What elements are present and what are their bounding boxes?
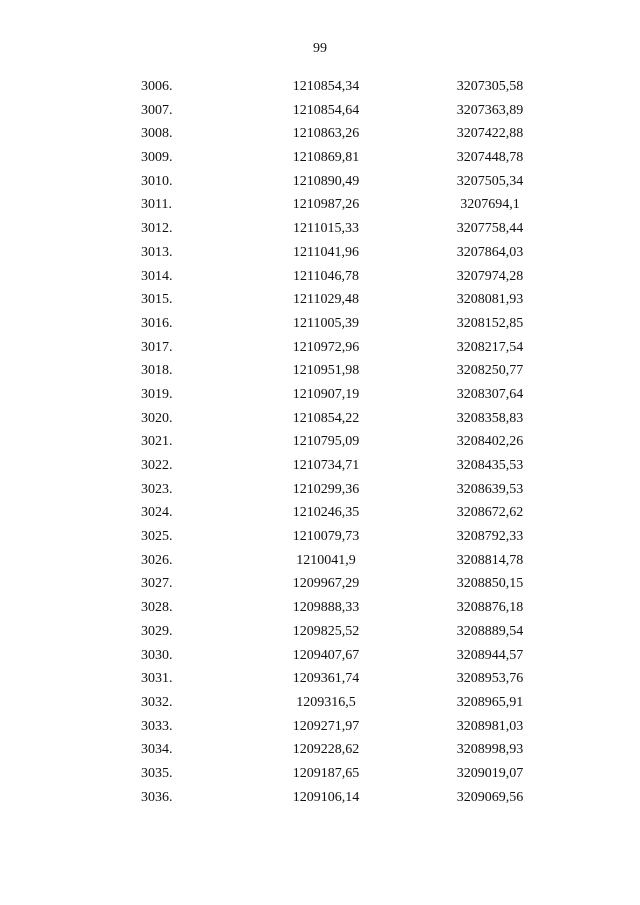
x-coordinate: 1211046,78 (293, 268, 359, 284)
point-number: 3033. (141, 718, 173, 734)
point-number: 3025. (141, 529, 173, 545)
table-row (0, 265, 640, 289)
y-coordinate: 3207363,89 (456, 102, 524, 118)
table-row (0, 572, 640, 596)
point-number: 3016. (141, 315, 173, 331)
table-row (0, 359, 640, 383)
page-number: 99 (313, 41, 327, 56)
point-number: 3013. (141, 244, 173, 260)
x-coordinate: 1209106,14 (292, 789, 360, 805)
table-row (0, 383, 640, 407)
table-row (0, 336, 640, 360)
x-coordinate: 1210246,35 (292, 505, 360, 521)
table-row (0, 596, 640, 620)
point-number: 3027. (141, 576, 173, 592)
point-number: 3012. (141, 221, 173, 237)
x-coordinate: 1211029,48 (293, 292, 359, 308)
y-coordinate: 3207305,58 (456, 79, 524, 94)
point-number: 3008. (141, 126, 173, 142)
y-coordinate: 3208850,15 (456, 576, 524, 592)
table-row (0, 644, 640, 668)
y-coordinate: 3207694,1 (460, 197, 520, 213)
x-coordinate: 1209825,52 (292, 623, 360, 639)
point-number: 3034. (141, 742, 173, 758)
point-number: 3036. (141, 789, 173, 805)
y-coordinate: 3208889,54 (456, 623, 524, 639)
table-row (0, 478, 640, 502)
point-number: 3024. (141, 505, 173, 521)
table-row (0, 75, 640, 99)
y-coordinate: 3208876,18 (456, 600, 524, 616)
y-coordinate: 3208250,77 (456, 363, 524, 379)
x-coordinate: 1209316,5 (296, 694, 356, 710)
table-row (0, 288, 640, 312)
y-coordinate: 3208217,54 (456, 339, 524, 355)
coordinate-table (0, 75, 640, 809)
table-row (0, 620, 640, 644)
point-number: 3009. (141, 150, 173, 166)
table-row (0, 193, 640, 217)
table-row (0, 122, 640, 146)
point-number: 3010. (141, 173, 173, 189)
y-coordinate: 3208814,78 (456, 552, 524, 568)
y-coordinate: 3208081,93 (456, 292, 524, 308)
point-number: 3022. (141, 458, 173, 473)
x-coordinate: 1210907,19 (292, 386, 360, 402)
y-coordinate: 3207974,28 (456, 268, 524, 284)
x-coordinate: 1210854,22 (292, 410, 360, 426)
x-coordinate: 1211015,33 (293, 221, 359, 237)
table-row (0, 99, 640, 123)
table-row (0, 501, 640, 525)
y-coordinate: 3208639,53 (456, 481, 524, 497)
x-coordinate: 1210299,36 (292, 481, 360, 497)
x-coordinate: 1210890,49 (292, 173, 360, 189)
table-row (0, 525, 640, 549)
table-row (0, 762, 640, 786)
table-row (0, 691, 640, 715)
x-coordinate: 1210734,71 (292, 458, 360, 473)
point-number: 3020. (141, 410, 173, 426)
x-coordinate: 1210863,26 (292, 126, 360, 142)
x-coordinate: 1211005,39 (293, 315, 359, 331)
x-coordinate: 1210854,64 (292, 102, 360, 118)
table-row (0, 146, 640, 170)
table-row (0, 430, 640, 454)
y-coordinate: 3208998,93 (456, 742, 524, 758)
point-number: 3021. (141, 434, 173, 450)
y-coordinate: 3207864,03 (456, 244, 524, 260)
table-row (0, 454, 640, 478)
table-row (0, 241, 640, 265)
table-row (0, 217, 640, 241)
point-number: 3017. (141, 339, 173, 355)
y-coordinate: 3208965,91 (456, 694, 524, 710)
point-number: 3029. (141, 623, 173, 639)
x-coordinate: 1209967,29 (292, 576, 360, 592)
y-coordinate: 3208953,76 (456, 671, 524, 687)
x-coordinate: 1210987,26 (292, 197, 360, 213)
point-number: 3023. (141, 481, 173, 497)
y-coordinate: 3208792,33 (456, 529, 524, 545)
point-number: 3011. (141, 197, 172, 213)
y-coordinate: 3208152,85 (456, 315, 524, 331)
point-number: 3018. (141, 363, 173, 379)
x-coordinate: 1209271,97 (292, 718, 360, 734)
table-row (0, 715, 640, 739)
point-number: 3006. (141, 79, 173, 94)
x-coordinate: 1210041,9 (296, 552, 356, 568)
x-coordinate: 1210972,96 (292, 339, 360, 355)
y-coordinate: 3207758,44 (456, 221, 524, 237)
y-coordinate: 3208307,64 (456, 386, 524, 402)
table-row (0, 407, 640, 431)
x-coordinate: 1209407,67 (292, 647, 360, 663)
point-number: 3035. (141, 765, 173, 781)
x-coordinate: 1210854,34 (292, 79, 360, 94)
table-row (0, 738, 640, 762)
y-coordinate: 3209019,07 (456, 765, 524, 781)
x-coordinate: 1209228,62 (292, 742, 360, 758)
point-number: 3030. (141, 647, 173, 663)
table-row (0, 667, 640, 691)
y-coordinate: 3208358,83 (456, 410, 524, 426)
x-coordinate: 1211041,96 (293, 244, 359, 260)
point-number: 3031. (141, 671, 173, 687)
y-coordinate: 3208981,03 (456, 718, 524, 734)
y-coordinate: 3208402,26 (456, 434, 524, 450)
point-number: 3007. (141, 102, 173, 118)
x-coordinate: 1209888,33 (292, 600, 360, 616)
table-row (0, 312, 640, 336)
x-coordinate: 1210869,81 (292, 150, 360, 166)
x-coordinate: 1209187,65 (292, 765, 360, 781)
x-coordinate: 1209361,74 (292, 671, 360, 687)
y-coordinate: 3207505,34 (456, 173, 524, 189)
point-number: 3028. (141, 600, 173, 616)
x-coordinate: 1210079,73 (292, 529, 360, 545)
y-coordinate: 3208672,62 (456, 505, 524, 521)
table-row (0, 170, 640, 194)
y-coordinate: 3209069,56 (456, 789, 524, 805)
point-number: 3019. (141, 386, 173, 402)
point-number: 3026. (141, 552, 173, 568)
table-row (0, 549, 640, 573)
y-coordinate: 3208435,53 (456, 458, 524, 473)
x-coordinate: 1210795,09 (292, 434, 360, 450)
point-number: 3014. (141, 268, 173, 284)
y-coordinate: 3207422,88 (456, 126, 524, 142)
table-row (0, 786, 640, 810)
point-number: 3015. (141, 292, 173, 308)
y-coordinate: 3207448,78 (456, 150, 524, 166)
y-coordinate: 3208944,57 (456, 647, 524, 663)
point-number: 3032. (141, 694, 173, 710)
x-coordinate: 1210951,98 (292, 363, 360, 379)
